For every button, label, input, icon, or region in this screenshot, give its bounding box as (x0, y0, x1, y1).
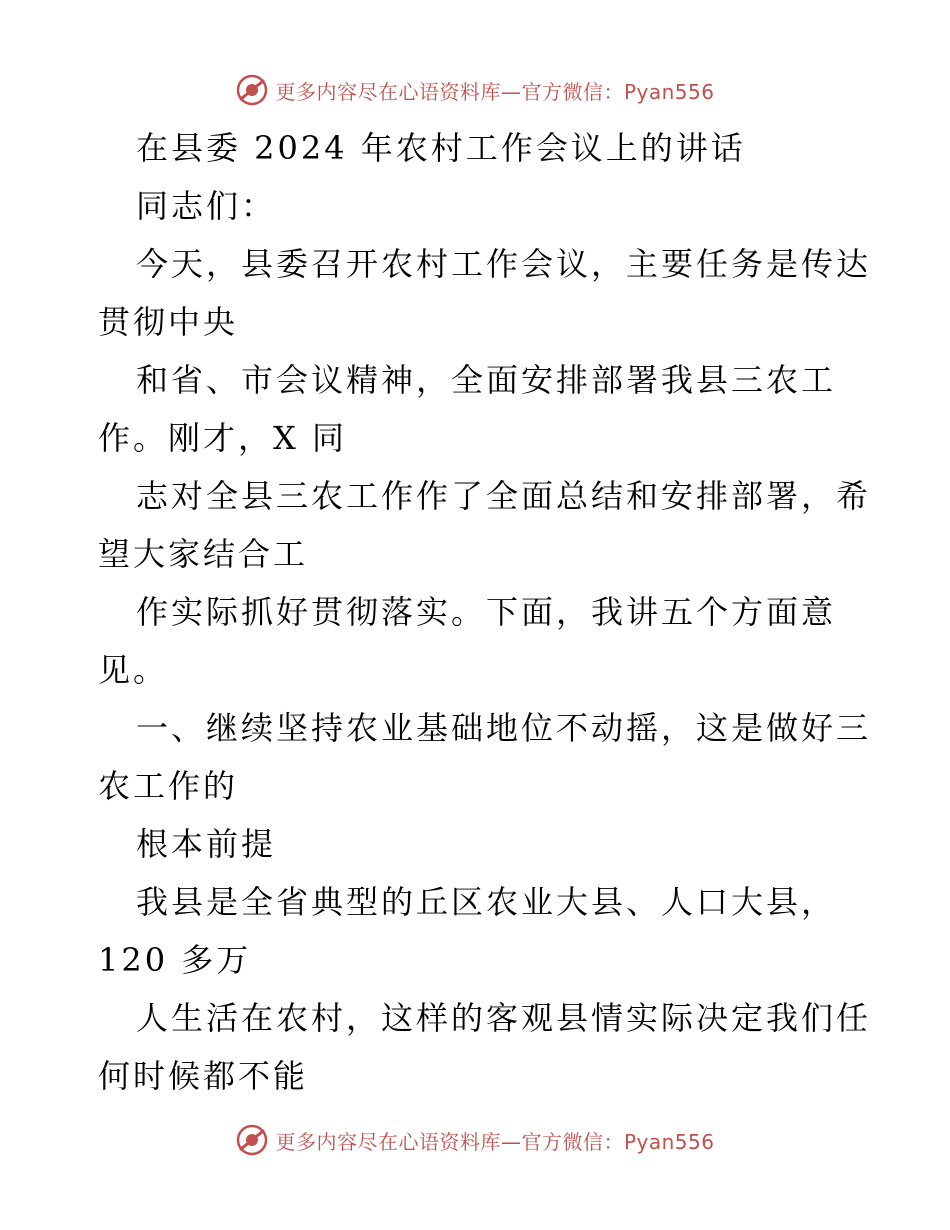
document-title: 在县委 2024 年农村工作会议上的讲话 (136, 129, 746, 167)
section-heading-line: 农工作的 (98, 767, 239, 805)
paragraph-line: 和省、市会议精神，全面安排部署我县三农工 (136, 361, 837, 399)
paragraph-line: 作。刚才，X 同 (98, 419, 347, 457)
paragraph-line: 120 多万 (98, 941, 252, 979)
watermark-logo-icon (235, 73, 269, 107)
paragraph-line: 望大家结合工 (98, 535, 309, 573)
section-heading-line: 一、继续坚持农业基础地位不动摇，这是做好三 (136, 709, 872, 747)
paragraph-line: 志对全县三农工作作了全面总结和安排部署，希 (136, 477, 872, 515)
watermark-text: 更多内容尽在心语资料库—官方微信：Pyan556 (275, 1129, 715, 1154)
paragraph-line: 见。 (98, 651, 169, 689)
paragraph-line: 人生活在农村，这样的客观县情实际决定我们任 (136, 999, 872, 1037)
paragraph-line: 作实际抓好贯彻落实。下面，我讲五个方面意 (136, 593, 837, 631)
paragraph-line: 贯彻中央 (98, 303, 239, 341)
header-watermark (0, 70, 950, 110)
section-heading-line: 根本前提 (136, 825, 277, 863)
watermark-logo-icon (235, 1123, 269, 1157)
watermark-text: 更多内容尽在心语资料库—官方微信：Pyan556 (275, 79, 715, 104)
paragraph-line: 今天，县委召开农村工作会议，主要任务是传达 (136, 245, 872, 283)
footer-watermark (0, 1120, 950, 1160)
paragraph-line: 何时候都不能 (98, 1057, 309, 1095)
paragraph-line: 我县是全省典型的丘区农业大县、人口大县， (136, 883, 837, 921)
salutation: 同志们： (136, 187, 277, 225)
